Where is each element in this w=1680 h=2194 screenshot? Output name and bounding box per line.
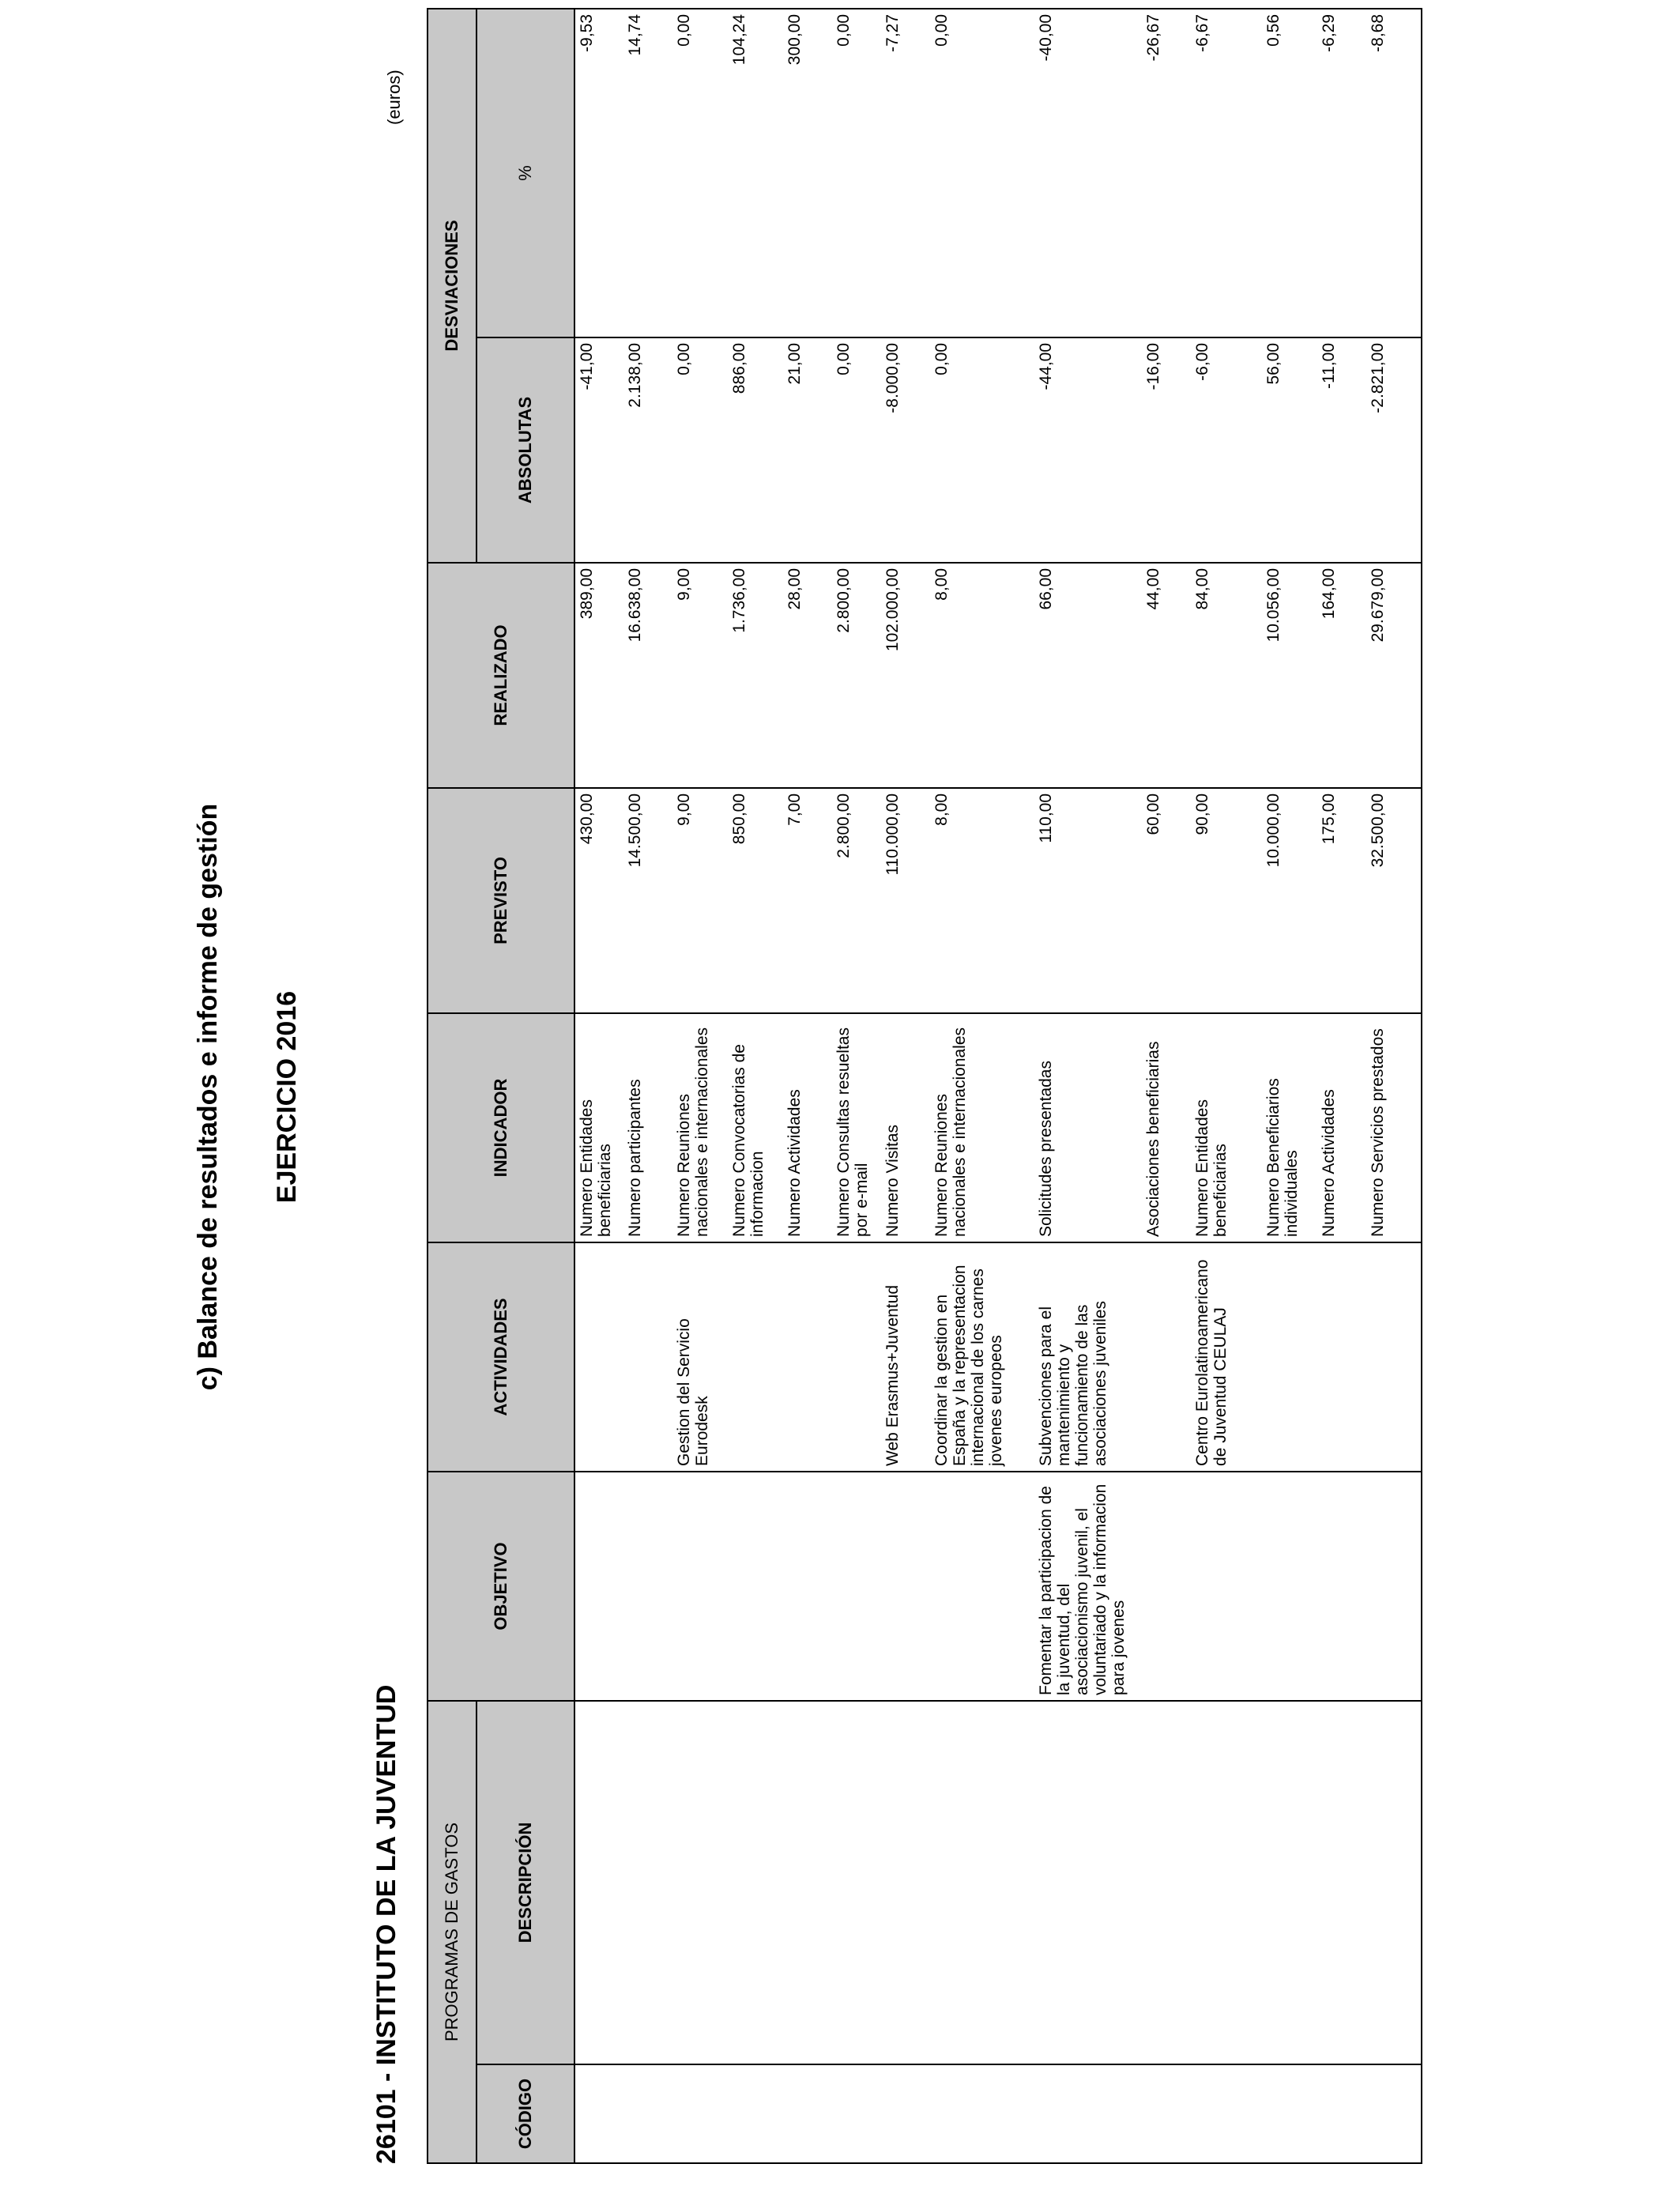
cell-absolutas: -11,00 [1317,337,1366,563]
cell-absolutas: -8.000,00 [881,337,930,563]
table-row [623,9,672,2163]
report-heading: c) Balance de resultados e informe de gestión [193,803,223,1391]
cell-absolutas: 0,00 [930,337,1034,563]
cell-realizado: 2.800,00 [832,563,881,788]
organization-title: 26101 - INSTITUTO DE LA JUVENTUD [371,1684,401,2164]
cell-codigo [574,2064,623,2163]
cell-actividades [832,1242,881,1472]
cell-codigo [1366,2064,1422,2163]
header-programas-gastos: PROGRAMAS DE GASTOS [428,1701,477,2163]
cell-actividades [574,1242,623,1472]
cell-porcentaje: -7,27 [881,9,930,337]
cell-objetivo [728,1472,783,1701]
cell-codigo [1262,2064,1317,2163]
cell-realizado: 9,00 [672,563,728,788]
cell-previsto: 2.800,00 [832,788,881,1013]
cell-actividades: Subvenciones para el mantenimiento y funcionamiento de las asociaciones juveniles [1034,1242,1142,1472]
cell-previsto: 60,00 [1142,788,1191,1013]
cell-previsto: 32.500,00 [1366,788,1422,1013]
cell-absolutas: -2.821,00 [1366,337,1422,563]
cell-porcentaje: -6,29 [1317,9,1366,337]
cell-indicador: Numero Entidades beneficiarias [574,1013,623,1242]
cell-realizado: 102.000,00 [881,563,930,788]
cell-indicador: Numero Visitas [881,1013,930,1242]
cell-indicador: Numero Reuniones nacionales e internacionales [930,1013,1034,1242]
header-objetivo: OBJETIVO [428,1472,574,1701]
cell-descripcion [672,1701,728,2064]
header-indicador: INDICADOR [428,1013,574,1242]
cell-codigo [832,2064,881,2163]
cell-descripcion [783,1701,832,2064]
cell-codigo [783,2064,832,2163]
table-row [783,9,832,2163]
cell-realizado: 164,00 [1317,563,1366,788]
cell-codigo [623,2064,672,2163]
cell-porcentaje: -6,67 [1191,9,1262,337]
cell-descripcion [1191,1701,1262,2064]
cell-descripcion [623,1701,672,2064]
cell-absolutas: -44,00 [1034,337,1142,563]
header-realizado: REALIZADO [428,563,574,788]
cell-absolutas: 886,00 [728,337,783,563]
currency-unit: (euros) [384,70,404,125]
cell-actividades [1366,1242,1422,1472]
cell-indicador: Numero Consultas resueltas por e-mail [832,1013,881,1242]
header-codigo: CÓDIGO [477,2064,574,2163]
cell-descripcion [728,1701,783,2064]
cell-objetivo [1142,1472,1191,1701]
cell-descripcion [1142,1701,1191,2064]
cell-absolutas: -41,00 [574,337,623,563]
cell-absolutas: 56,00 [1262,337,1317,563]
cell-absolutas: 2.138,00 [623,337,672,563]
cell-codigo [1142,2064,1191,2163]
cell-porcentaje: 0,00 [672,9,728,337]
cell-previsto: 7,00 [783,788,832,1013]
cell-porcentaje: 0,56 [1262,9,1317,337]
cell-previsto: 430,00 [574,788,623,1013]
cell-absolutas: 21,00 [783,337,832,563]
cell-porcentaje: -9,53 [574,9,623,337]
cell-porcentaje: -40,00 [1034,9,1142,337]
cell-previsto: 9,00 [672,788,728,1013]
table-row [1262,9,1317,2163]
cell-descripcion [1366,1701,1422,2064]
table-body [574,9,1422,2163]
cell-realizado: 66,00 [1034,563,1142,788]
table-row [1034,9,1142,2163]
cell-objetivo [832,1472,881,1701]
cell-descripcion [1262,1701,1317,2064]
cell-descripcion [1034,1701,1142,2064]
cell-actividades: Gestion del Servicio Eurodesk [672,1242,728,1472]
header-desviaciones: DESVIACIONES [428,9,477,563]
cell-porcentaje: 0,00 [930,9,1034,337]
header-actividades: ACTIVIDADES [428,1242,574,1472]
cell-actividades [728,1242,783,1472]
cell-indicador: Solicitudes presentadas [1034,1013,1142,1242]
cell-indicador: Numero Entidades beneficiarias [1191,1013,1262,1242]
cell-previsto: 110.000,00 [881,788,930,1013]
cell-realizado: 28,00 [783,563,832,788]
cell-indicador: Asociaciones beneficiarias [1142,1013,1191,1242]
cell-indicador: Numero Servicios prestados [1366,1013,1422,1242]
table-row [1191,9,1262,2163]
cell-porcentaje: 104,24 [728,9,783,337]
cell-objetivo [1317,1472,1366,1701]
table-row [832,9,881,2163]
cell-realizado: 84,00 [1191,563,1262,788]
cell-codigo [881,2064,930,2163]
cell-indicador: Numero Reuniones nacionales e internacionales [672,1013,728,1242]
cell-previsto: 90,00 [1191,788,1262,1013]
table-row [930,9,1034,2163]
table-row [1366,9,1422,2163]
cell-objetivo [1262,1472,1317,1701]
header-descripcion: DESCRIPCIÓN [477,1701,574,2064]
cell-actividades [1262,1242,1317,1472]
table-row [728,9,783,2163]
cell-actividades [783,1242,832,1472]
cell-codigo [1317,2064,1366,2163]
cell-previsto: 14.500,00 [623,788,672,1013]
cell-realizado: 1.736,00 [728,563,783,788]
cell-realizado: 389,00 [574,563,623,788]
cell-realizado: 10.056,00 [1262,563,1317,788]
cell-absolutas: -16,00 [1142,337,1191,563]
cell-absolutas: 0,00 [672,337,728,563]
cell-previsto: 850,00 [728,788,783,1013]
table-row [574,9,623,2163]
cell-actividades: Web Erasmus+Juventud [881,1242,930,1472]
cell-indicador: Numero Beneficiarios individuales [1262,1013,1317,1242]
cell-porcentaje: 0,00 [832,9,881,337]
cell-porcentaje: 14,74 [623,9,672,337]
cell-actividades [1317,1242,1366,1472]
cell-previsto: 175,00 [1317,788,1366,1013]
cell-indicador: Numero Actividades [1317,1013,1366,1242]
cell-codigo [728,2064,783,2163]
cell-actividades: Coordinar la gestion en España y la representacion internacional de los carnes jovenes europeos [930,1242,1034,1472]
cell-descripcion [881,1701,930,2064]
cell-objetivo [783,1472,832,1701]
cell-previsto: 10.000,00 [1262,788,1317,1013]
cell-realizado: 44,00 [1142,563,1191,788]
cell-realizado: 8,00 [930,563,1034,788]
cell-objetivo [881,1472,930,1701]
cell-realizado: 29.679,00 [1366,563,1422,788]
header-absolutas: ABSOLUTAS [477,337,574,563]
cell-codigo [672,2064,728,2163]
cell-actividades [623,1242,672,1472]
cell-absolutas: -6,00 [1191,337,1262,563]
cell-absolutas: 0,00 [832,337,881,563]
cell-indicador: Numero participantes [623,1013,672,1242]
cell-objetivo [930,1472,1034,1701]
cell-previsto: 8,00 [930,788,1034,1013]
header-previsto: PREVISTO [428,788,574,1013]
cell-indicador: Numero Convocatorias de informacion [728,1013,783,1242]
cell-realizado: 16.638,00 [623,563,672,788]
cell-objetivo [1191,1472,1262,1701]
cell-codigo [1034,2064,1142,2163]
cell-objetivo [623,1472,672,1701]
table-row [1142,9,1191,2163]
cell-descripcion [930,1701,1034,2064]
cell-indicador: Numero Actividades [783,1013,832,1242]
cell-porcentaje: -8,68 [1366,9,1422,337]
cell-actividades: Centro Eurolatinoamericano de Juventud CEULAJ [1191,1242,1262,1472]
cell-descripcion [832,1701,881,2064]
table-row [672,9,728,2163]
cell-porcentaje: 300,00 [783,9,832,337]
cell-descripcion [1317,1701,1366,2064]
cell-objetivo [1366,1472,1422,1701]
cell-codigo [1191,2064,1262,2163]
cell-descripcion [574,1701,623,2064]
cell-objetivo [574,1472,623,1701]
cell-codigo [930,2064,1034,2163]
fiscal-year: EJERCICIO 2016 [272,990,302,1204]
table-row [881,9,930,2163]
cell-actividades [1142,1242,1191,1472]
results-table [427,8,1422,2164]
cell-objetivo [672,1472,728,1701]
header-porcentaje: % [477,9,574,337]
cell-previsto: 110,00 [1034,788,1142,1013]
cell-porcentaje: -26,67 [1142,9,1191,337]
cell-objetivo: Fomentar la participacion de la juventud, del asociacionismo juvenil, el voluntariado y la informacion para jovenes [1034,1472,1142,1701]
table-row [1317,9,1366,2163]
